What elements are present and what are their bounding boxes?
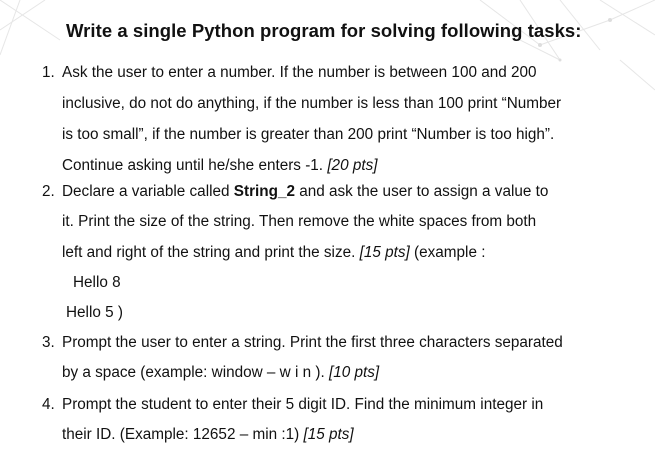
example-line-1: Hello 8 [73, 274, 121, 291]
item-3-line-1: Prompt the user to enter a string. Print the first three characters separated [62, 334, 563, 351]
item-3-text: by a space (example: window – w i n ). [62, 364, 329, 381]
list-number-3: 3. [42, 334, 55, 351]
item-1-line-1: Ask the user to enter a number. If the number is between 100 and 200 [62, 64, 537, 81]
item-2-line-2: it. Print the size of the string. Then remove the white spaces from both [62, 213, 537, 230]
list-number-4: 4. [42, 396, 55, 413]
item-2-points: [15 pts] [359, 244, 410, 261]
item-1-points: [20 pts] [327, 157, 378, 174]
item-2-line-1 [62, 183, 548, 201]
list-number-2: 2. [42, 183, 55, 200]
item-4-points: [15 pts] [303, 426, 354, 443]
item-3-points: [10 pts] [328, 364, 380, 381]
item-2-text-pre: Declare a variable called [62, 183, 234, 200]
item-1-line-2: inclusive, do not do anything, if the number is less than 100 print “Number [62, 95, 562, 112]
item-1-line-4 [62, 157, 377, 175]
list-number-1: 1. [42, 64, 55, 81]
example-line-2: Hello 5 ) [66, 304, 123, 321]
variable-name: String_2 [233, 183, 295, 200]
item-2-text-post: and ask the user to assign a value to [294, 183, 549, 200]
item-1-text: Continue asking until he/she enters -1. [62, 157, 328, 174]
item-2-text: left and right of the string and print the size. [62, 244, 360, 261]
item-2-line-3 [62, 244, 485, 262]
item-2-example-label: (example : [409, 244, 486, 261]
item-4-line-2 [62, 426, 354, 444]
item-3-line-2 [62, 364, 379, 382]
item-4-text: their ID. (Example: 12652 – min :1) [62, 426, 304, 443]
page-title: Write a single Python program for solving following tasks: [66, 20, 582, 41]
item-4-line-1: Prompt the student to enter their 5 digit ID. Find the minimum integer in [62, 396, 544, 413]
item-1-line-3: is too small”, if the number is greater than 200 print “Number is too high”. [62, 126, 555, 143]
